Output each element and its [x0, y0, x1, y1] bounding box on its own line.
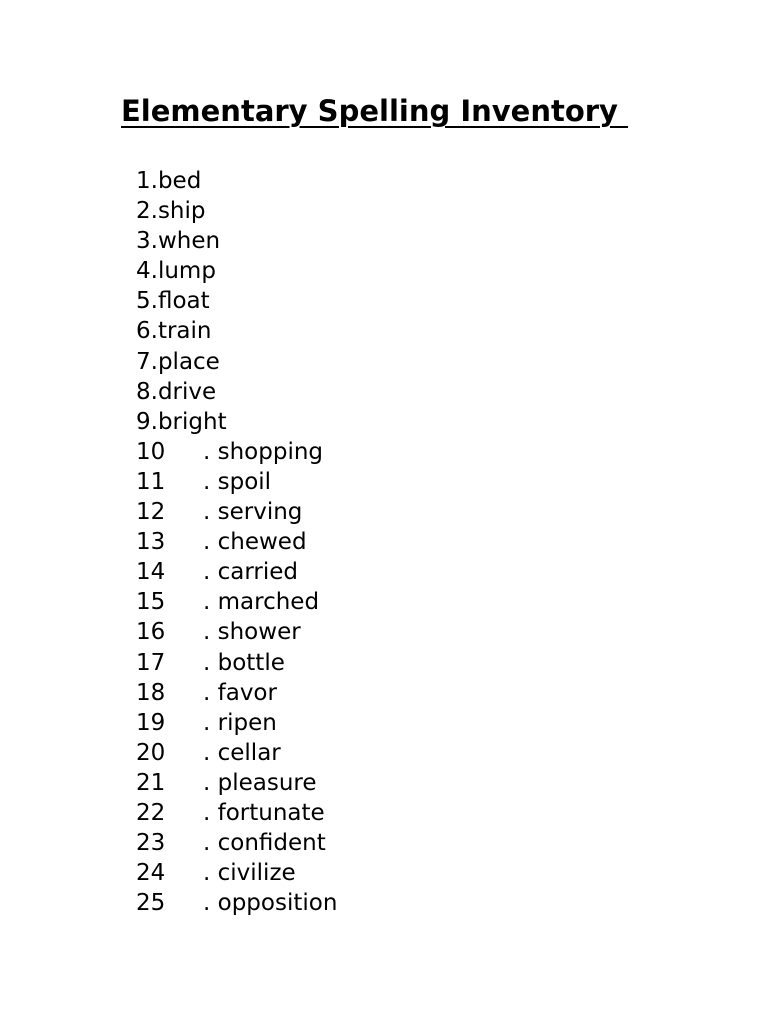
list-item: [136, 768, 317, 798]
item-number: 17: [136, 649, 166, 676]
item-word: float: [157, 288, 210, 315]
item-word: when: [157, 228, 221, 255]
item-number: 15: [136, 589, 166, 616]
item-word: . serving: [203, 499, 303, 526]
item-word: . chewed: [203, 529, 307, 556]
item-number: 13: [136, 529, 166, 556]
list-item: [136, 738, 281, 768]
list-item: [136, 828, 326, 858]
item-word: . confident: [203, 830, 326, 857]
list-item: [136, 648, 285, 678]
item-number: 24: [136, 860, 166, 887]
item-word: . cellar: [203, 739, 281, 766]
item-number: 25: [136, 890, 166, 917]
list-item: [136, 557, 299, 587]
item-word: place: [157, 348, 220, 375]
item-number: 22: [136, 799, 166, 826]
item-word: bright: [157, 408, 227, 435]
item-number: 7.: [136, 348, 158, 375]
document-title: Elementary Spelling Inventory: [121, 94, 629, 128]
list-item: [136, 467, 272, 497]
item-number: 10: [136, 438, 166, 465]
list-item: [136, 708, 277, 738]
item-number: 8.: [136, 378, 158, 405]
item-word: . civilize: [203, 860, 296, 887]
item-number: 23: [136, 830, 166, 857]
item-number: 16: [136, 619, 166, 646]
item-word: . opposition: [203, 890, 338, 917]
item-word: . pleasure: [203, 769, 317, 796]
list-item: [136, 377, 227, 407]
item-number: 5.: [136, 288, 158, 315]
item-word: drive: [157, 378, 217, 405]
list-item: [136, 316, 227, 346]
item-number: 20: [136, 739, 166, 766]
list-item: [136, 527, 307, 557]
item-word: . shower: [203, 619, 301, 646]
list-item: [136, 196, 227, 226]
list-item: [136, 347, 227, 377]
list-item: [136, 798, 325, 828]
item-number: 19: [136, 709, 166, 736]
list-item: [136, 407, 227, 437]
item-number: 12: [136, 499, 166, 526]
item-number: 6.: [136, 318, 158, 345]
item-number: 2.: [136, 198, 158, 225]
item-word: . carried: [203, 559, 299, 586]
item-word: lump: [157, 258, 216, 285]
list-item: [136, 858, 296, 888]
item-word: . marched: [203, 589, 320, 616]
list-item: [136, 286, 227, 316]
item-word: . bottle: [203, 649, 285, 676]
item-number: 18: [136, 679, 166, 706]
item-word: train: [157, 318, 212, 345]
list-item: [136, 166, 227, 196]
item-number: 4.: [136, 258, 158, 285]
list-item: [136, 587, 320, 617]
list-item: [136, 256, 227, 286]
item-word: . fortunate: [203, 799, 325, 826]
list-item: [136, 497, 303, 527]
item-word: ship: [157, 198, 206, 225]
item-number: 9.: [136, 408, 158, 435]
item-word: . spoil: [203, 468, 272, 495]
item-number: 14: [136, 559, 166, 586]
list-item: [136, 678, 277, 708]
list-item: [136, 617, 301, 647]
list-item: [136, 226, 227, 256]
item-word: . ripen: [203, 709, 277, 736]
item-number: 1.: [136, 168, 158, 194]
item-number: 11: [136, 468, 166, 495]
list-item: [136, 437, 324, 467]
spelling-word-list: [136, 166, 338, 918]
list-item: [136, 888, 338, 918]
item-word: . favor: [203, 679, 277, 706]
item-word: . shopping: [203, 438, 324, 465]
item-number: 3.: [136, 228, 158, 255]
item-word: bed: [157, 168, 202, 194]
item-number: 21: [136, 769, 166, 796]
